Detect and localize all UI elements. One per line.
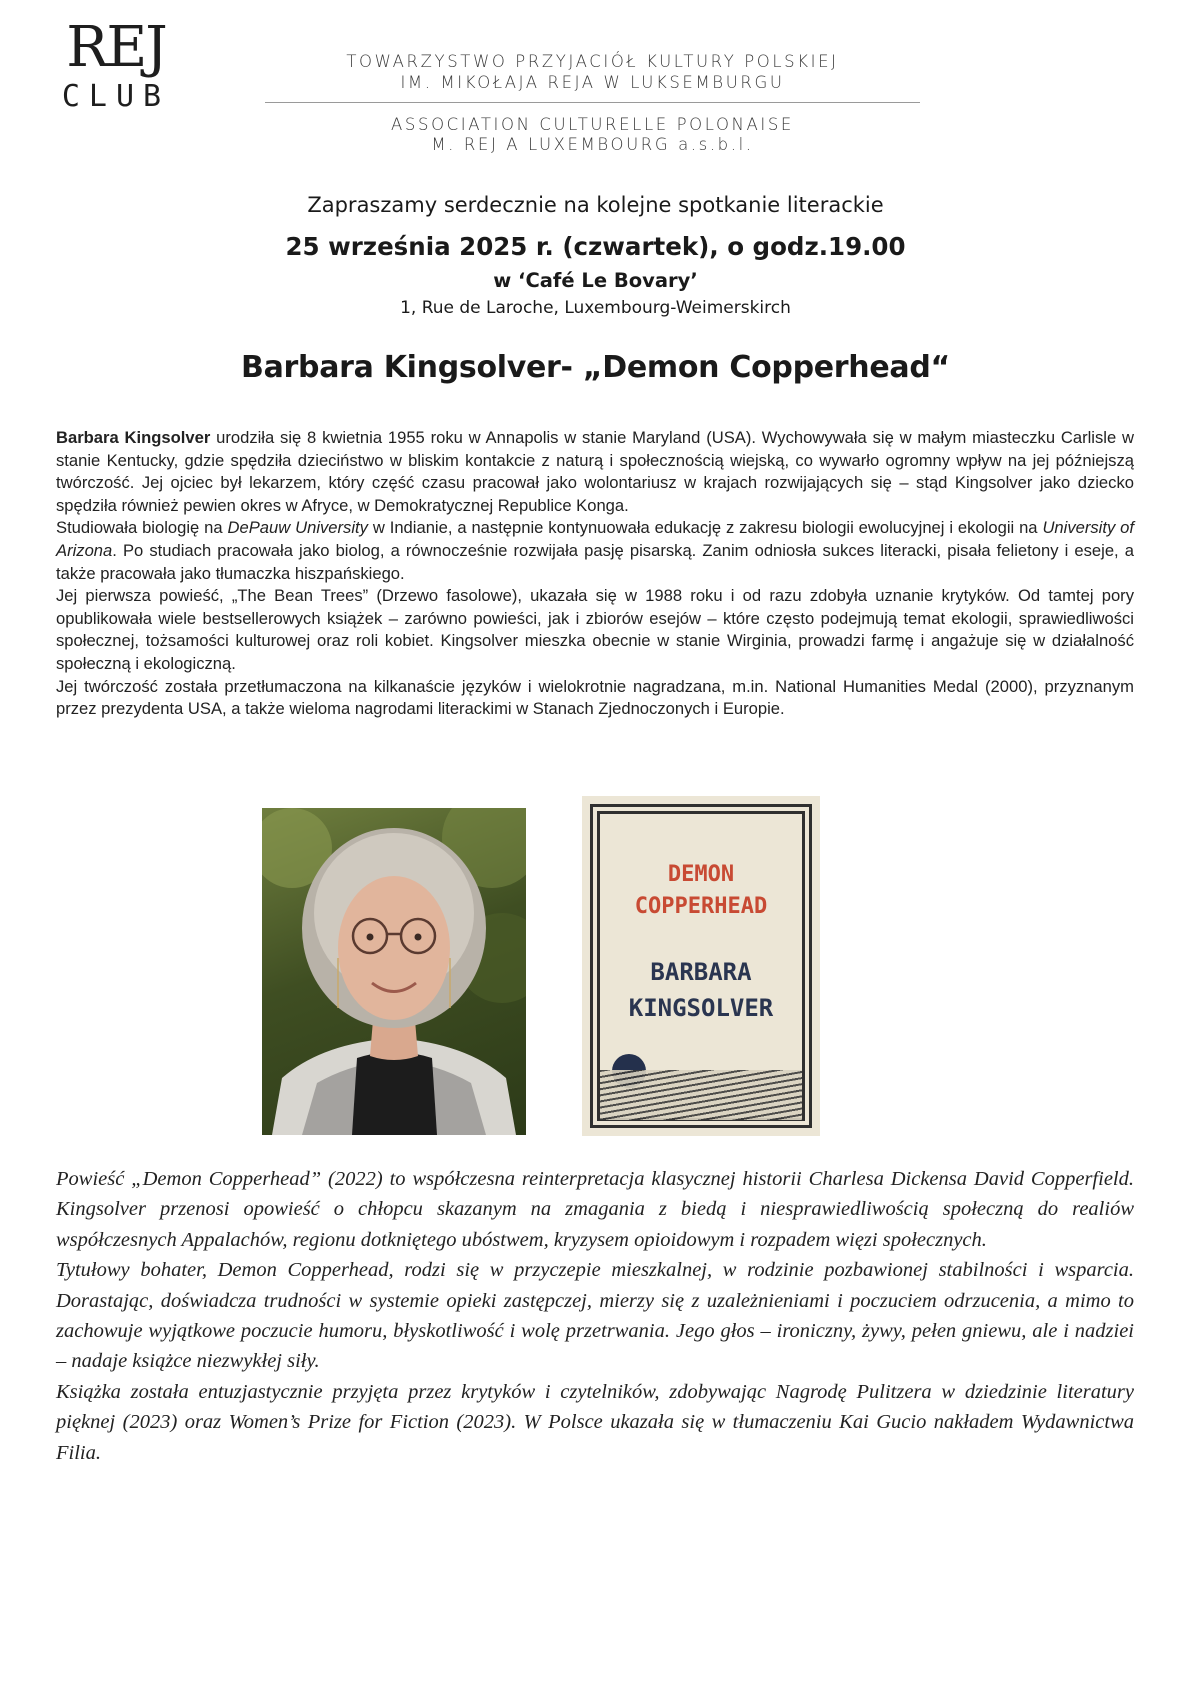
logo-rej-text: REJ <box>66 15 166 80</box>
bio-p2-text-c: . Po studiach pracowała jako biolog, a równocześnie rozwijała pasję pisarską. Zanim odniosła sukces literacki, pisała felietony i eseje, a także pracowała jako tłumaczka hiszpańskiego. <box>56 540 1134 583</box>
bio-p2-text-a: Studiowała biologię na <box>56 518 228 538</box>
cover-title-line1: DEMON <box>667 862 735 887</box>
bio-paragraph: Jej twórczość została przetłumaczona na kilkanaście języków i wielokrotnie nagradzana, m.in. National Humanities Medal (2000), przyznanym przez prezydenta USA, a także wieloma nagrodami literackimi w Stanach Zjednoczonych i Europie. <box>56 676 1134 719</box>
cover-sea-illustration <box>600 1070 802 1120</box>
header-divider <box>265 102 920 103</box>
bio-p1-text: urodziła się 8 kwietnia 1955 roku w Annapolis w stanie Maryland (USA). Wychowywała się w małym miasteczku Carlisle w stanie Kentucky, gdzie spędziła dzieciństwo w bliskim kontakcie z naturą i społecznością wiejską, co wywarło ogromny wpływ na jej późniejszą twórczość. Jej ojciec był lekarzem, który część czasu pracował jako wolontariusz w krajach rozwijających się – stąd Kingsolver jako dziecko spędziła również pewien okres w Afryce, w Demokratycznej Republice Konga. <box>56 428 1135 515</box>
bio-author-name: Barbara Kingsolver <box>56 428 211 447</box>
author-biography <box>56 427 1134 721</box>
invitation-intro: Zapraszamy serdecznie na kolejne spotkanie literackie <box>307 193 884 217</box>
bio-university-2: University of Arizona <box>56 518 1135 560</box>
bio-paragraph: Jej pierwsza powieść, „The Bean Trees” (Drzewo fasolowe), ukazała się w 1988 roku i od razu zdobyła uznanie krytyków. Od tamtej pory opublikowała wiele bestsellerowych książek – zarówno powieści, jak i zbiorów esejów – które często podejmują temat ekologii, sprawiedliwości społecznej, tożsamości kulturowej oraz roli kobiet. Kingsolver mieszka obecnie w stanie Wirginia, prowadzi farmę i angażuje się w działalność społeczną i ekologiczną. <box>56 586 1134 673</box>
cover-author-line2: KINGSOLVER <box>628 994 774 1022</box>
cover-author-line1: BARBARA <box>650 958 752 986</box>
logo-club-text: CLUB <box>61 79 171 114</box>
bio-university-1: DePauw University <box>227 518 368 538</box>
event-venue: w ‘Café Le Bovary’ <box>493 269 698 292</box>
book-cover <box>582 796 820 1136</box>
org-name-french-line2: M. REJ A LUXEMBOURG a.s.b.l. <box>431 135 754 154</box>
rej-club-logo <box>56 15 176 114</box>
summary-paragraph: Książka została entuzjastycznie przyjęta przez krytyków i czytelników, zdobywając Nagrodę Pulitzera w dziedzinie literatury pięknej (2023) oraz Women’s Prize for Fiction (2023). W Polsce ukazała się w tłumaczeniu Kai Gucio nakładem Wydawnictwa Filia. <box>56 1380 1134 1464</box>
bio-paragraph <box>56 427 1134 517</box>
cover-title-line2: COPPERHEAD <box>634 894 768 919</box>
bio-paragraph <box>56 517 1134 585</box>
org-name-polish-line1: TOWARZYSTWO PRZYJACIÓŁ KULTURY POLSKIEJ <box>346 52 839 71</box>
author-portrait-illustration <box>262 808 526 1135</box>
book-summary <box>56 1164 1134 1468</box>
org-name-french-line1: ASSOCIATION CULTURELLE POLONAISE <box>391 115 794 134</box>
org-name-polish <box>265 51 920 93</box>
event-title: Barbara Kingsolver- „Demon Copperhead“ <box>241 350 950 385</box>
summary-paragraph: Powieść „Demon Copperhead” (2022) to współczesna reinterpretacja klasycznej historii Charlesa Dickensa David Copperfield. Kingsolver przenosi opowieść o chłopcu skazanym na zmagania z biedą i niesprawiedliwością społeczną do realiów współczesnych Appalachów, regionu dotkniętego ubóstwem, kryzysem opioidowym i rozpadem więzi społecznych. <box>56 1168 1134 1251</box>
org-name-polish-line2: IM. MIKOŁAJA REJA W LUKSEMBURGU <box>400 73 785 92</box>
event-date: 25 września 2025 r. (czwartek), o godz.19.00 <box>285 232 906 261</box>
event-address: 1, Rue de Laroche, Luxembourg-Weimerskirch <box>400 298 791 318</box>
org-name-french <box>265 115 920 155</box>
summary-paragraph: Tytułowy bohater, Demon Copperhead, rodzi się w przyczepie mieszkalnej, w rodzinie pozbawionej stabilności i wsparcia. Dorastając, doświadcza trudności w systemie opieki zastępczej, mierzy się z uzależnieniami i poczuciem odrzucenia, a mimo to zachowuje wyjątkowe poczucie humoru, błyskotliwość i wolę przetrwania. Jego głos – ironiczny, żywy, pełen gniewu, ale i nadziei – nadaje książce niezwykłej siły. <box>56 1259 1134 1373</box>
bio-p2-text-b: w Indianie, a następnie kontynuowała edukację z zakresu biologii ewolucyjnej i ekologii na <box>367 518 1043 538</box>
author-photo <box>262 808 526 1135</box>
